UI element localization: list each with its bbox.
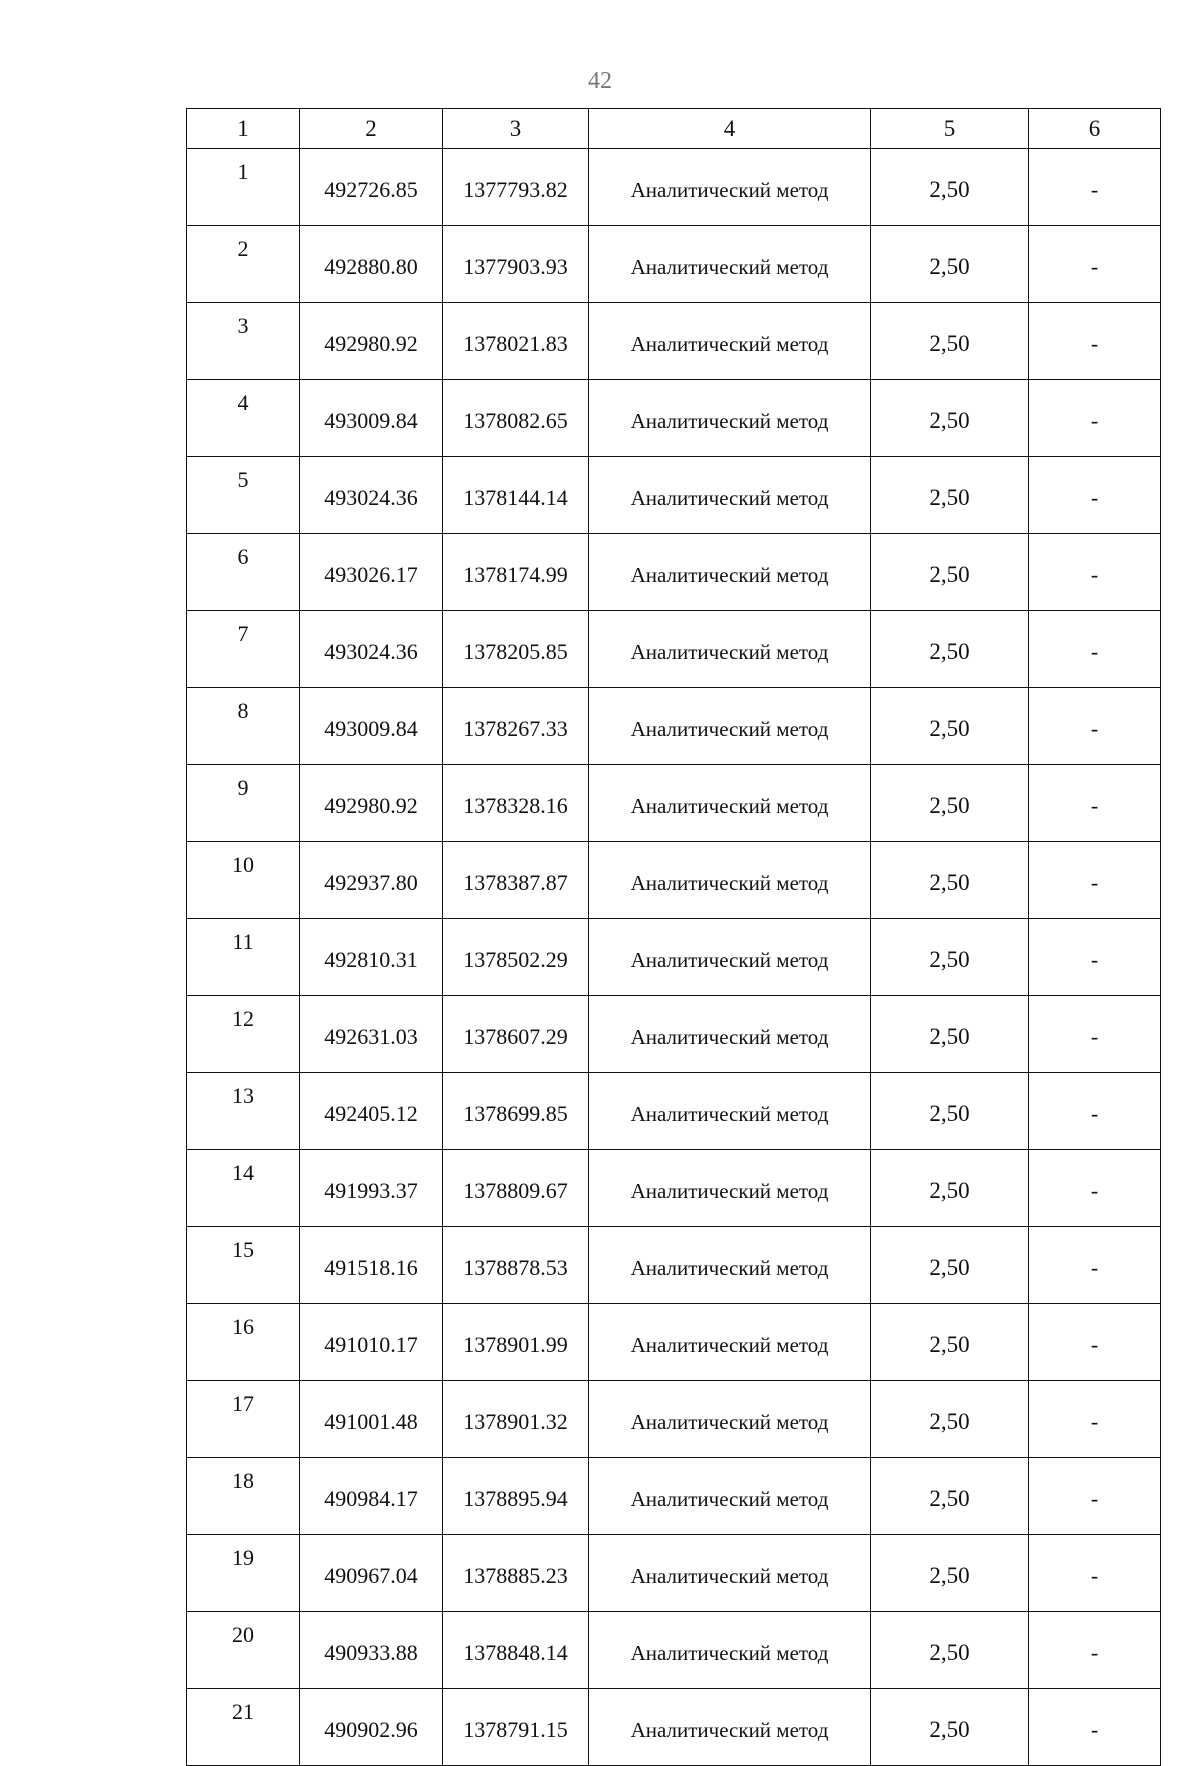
x-coordinate-cell: 493026.17	[300, 534, 443, 611]
method-cell: Аналитический метод	[589, 380, 871, 457]
page-number: 42	[588, 68, 612, 94]
y-coordinate-cell: 1378699.85	[443, 1073, 589, 1150]
x-coordinate-cell: 491001.48	[300, 1381, 443, 1458]
accuracy-cell: 2,50	[871, 1458, 1029, 1535]
table-row	[187, 842, 1161, 919]
x-coordinate-cell: 490933.88	[300, 1612, 443, 1689]
accuracy-cell: 2,50	[871, 149, 1029, 226]
table-row	[187, 919, 1161, 996]
x-coordinate-cell: 492937.80	[300, 842, 443, 919]
point-number-cell: 13	[187, 1073, 300, 1150]
accuracy-cell: 2,50	[871, 996, 1029, 1073]
method-cell: Аналитический метод	[589, 1458, 871, 1535]
method-cell: Аналитический метод	[589, 996, 871, 1073]
note-cell: -	[1029, 303, 1161, 380]
note-cell: -	[1029, 919, 1161, 996]
accuracy-cell: 2,50	[871, 765, 1029, 842]
table-row	[187, 226, 1161, 303]
y-coordinate-cell: 1378205.85	[443, 611, 589, 688]
y-coordinate-cell: 1378607.29	[443, 996, 589, 1073]
method-cell: Аналитический метод	[589, 1227, 871, 1304]
x-coordinate-cell: 492880.80	[300, 226, 443, 303]
y-coordinate-cell: 1378885.23	[443, 1535, 589, 1612]
point-number-cell: 20	[187, 1612, 300, 1689]
accuracy-cell: 2,50	[871, 457, 1029, 534]
method-cell: Аналитический метод	[589, 765, 871, 842]
method-cell: Аналитический метод	[589, 1612, 871, 1689]
note-cell: -	[1029, 457, 1161, 534]
note-cell: -	[1029, 380, 1161, 457]
y-coordinate-cell: 1377793.82	[443, 149, 589, 226]
x-coordinate-cell: 492980.92	[300, 303, 443, 380]
point-number-cell: 17	[187, 1381, 300, 1458]
x-coordinate-cell: 493009.84	[300, 380, 443, 457]
table-row	[187, 534, 1161, 611]
accuracy-cell: 2,50	[871, 842, 1029, 919]
accuracy-cell: 2,50	[871, 1612, 1029, 1689]
accuracy-cell: 2,50	[871, 919, 1029, 996]
accuracy-cell: 2,50	[871, 226, 1029, 303]
accuracy-cell: 2,50	[871, 1150, 1029, 1227]
point-number-cell: 10	[187, 842, 300, 919]
x-coordinate-cell: 491993.37	[300, 1150, 443, 1227]
note-cell: -	[1029, 1458, 1161, 1535]
point-number-cell: 16	[187, 1304, 300, 1381]
note-cell: -	[1029, 611, 1161, 688]
table-header	[187, 109, 1161, 149]
accuracy-cell: 2,50	[871, 1381, 1029, 1458]
header-cell-2: 2	[300, 109, 443, 149]
note-cell: -	[1029, 1073, 1161, 1150]
table-row	[187, 1535, 1161, 1612]
note-cell: -	[1029, 534, 1161, 611]
point-number-cell: 15	[187, 1227, 300, 1304]
y-coordinate-cell: 1378267.33	[443, 688, 589, 765]
x-coordinate-cell: 492980.92	[300, 765, 443, 842]
y-coordinate-cell: 1378387.87	[443, 842, 589, 919]
method-cell: Аналитический метод	[589, 611, 871, 688]
table-row	[187, 1150, 1161, 1227]
y-coordinate-cell: 1378791.15	[443, 1689, 589, 1766]
method-cell: Аналитический метод	[589, 1535, 871, 1612]
table-row	[187, 611, 1161, 688]
note-cell: -	[1029, 1150, 1161, 1227]
note-cell: -	[1029, 1689, 1161, 1766]
point-number-cell: 1	[187, 149, 300, 226]
x-coordinate-cell: 490967.04	[300, 1535, 443, 1612]
x-coordinate-cell: 492631.03	[300, 996, 443, 1073]
point-number-cell: 21	[187, 1689, 300, 1766]
table-row	[187, 1689, 1161, 1766]
x-coordinate-cell: 490984.17	[300, 1458, 443, 1535]
accuracy-cell: 2,50	[871, 1073, 1029, 1150]
table-row	[187, 1227, 1161, 1304]
table-row	[187, 457, 1161, 534]
note-cell: -	[1029, 765, 1161, 842]
method-cell: Аналитический метод	[589, 303, 871, 380]
note-cell: -	[1029, 1304, 1161, 1381]
table-row	[187, 1073, 1161, 1150]
table-row	[187, 1612, 1161, 1689]
accuracy-cell: 2,50	[871, 380, 1029, 457]
note-cell: -	[1029, 842, 1161, 919]
header-cell-3: 3	[443, 109, 589, 149]
table-row	[187, 380, 1161, 457]
table-row	[187, 303, 1161, 380]
header-cell-1: 1	[187, 109, 300, 149]
note-cell: -	[1029, 688, 1161, 765]
header-row	[187, 109, 1161, 149]
note-cell: -	[1029, 1227, 1161, 1304]
accuracy-cell: 2,50	[871, 534, 1029, 611]
note-cell: -	[1029, 996, 1161, 1073]
point-number-cell: 8	[187, 688, 300, 765]
table-row	[187, 1458, 1161, 1535]
accuracy-cell: 2,50	[871, 1689, 1029, 1766]
accuracy-cell: 2,50	[871, 688, 1029, 765]
x-coordinate-cell: 493024.36	[300, 611, 443, 688]
accuracy-cell: 2,50	[871, 1535, 1029, 1612]
y-coordinate-cell: 1378901.99	[443, 1304, 589, 1381]
point-number-cell: 3	[187, 303, 300, 380]
header-cell-4: 4	[589, 109, 871, 149]
note-cell: -	[1029, 1535, 1161, 1612]
y-coordinate-cell: 1378144.14	[443, 457, 589, 534]
point-number-cell: 5	[187, 457, 300, 534]
note-cell: -	[1029, 1612, 1161, 1689]
y-coordinate-cell: 1378021.83	[443, 303, 589, 380]
x-coordinate-cell: 492810.31	[300, 919, 443, 996]
header-cell-6: 6	[1029, 109, 1161, 149]
x-coordinate-cell: 492726.85	[300, 149, 443, 226]
accuracy-cell: 2,50	[871, 1304, 1029, 1381]
point-number-cell: 18	[187, 1458, 300, 1535]
point-number-cell: 4	[187, 380, 300, 457]
method-cell: Аналитический метод	[589, 534, 871, 611]
x-coordinate-cell: 491010.17	[300, 1304, 443, 1381]
method-cell: Аналитический метод	[589, 1689, 871, 1766]
x-coordinate-cell: 490902.96	[300, 1689, 443, 1766]
table-row	[187, 1381, 1161, 1458]
method-cell: Аналитический метод	[589, 1304, 871, 1381]
method-cell: Аналитический метод	[589, 842, 871, 919]
point-number-cell: 7	[187, 611, 300, 688]
accuracy-cell: 2,50	[871, 611, 1029, 688]
y-coordinate-cell: 1378502.29	[443, 919, 589, 996]
method-cell: Аналитический метод	[589, 1150, 871, 1227]
accuracy-cell: 2,50	[871, 1227, 1029, 1304]
table-body	[187, 149, 1161, 1766]
point-number-cell: 11	[187, 919, 300, 996]
y-coordinate-cell: 1377903.93	[443, 226, 589, 303]
x-coordinate-cell: 493009.84	[300, 688, 443, 765]
x-coordinate-cell: 492405.12	[300, 1073, 443, 1150]
point-number-cell: 6	[187, 534, 300, 611]
point-number-cell: 14	[187, 1150, 300, 1227]
x-coordinate-cell: 493024.36	[300, 457, 443, 534]
method-cell: Аналитический метод	[589, 149, 871, 226]
table-row	[187, 1304, 1161, 1381]
y-coordinate-cell: 1378174.99	[443, 534, 589, 611]
y-coordinate-cell: 1378328.16	[443, 765, 589, 842]
point-number-cell: 9	[187, 765, 300, 842]
method-cell: Аналитический метод	[589, 919, 871, 996]
y-coordinate-cell: 1378082.65	[443, 380, 589, 457]
method-cell: Аналитический метод	[589, 1381, 871, 1458]
table-row	[187, 996, 1161, 1073]
y-coordinate-cell: 1378848.14	[443, 1612, 589, 1689]
x-coordinate-cell: 491518.16	[300, 1227, 443, 1304]
note-cell: -	[1029, 1381, 1161, 1458]
y-coordinate-cell: 1378895.94	[443, 1458, 589, 1535]
table-row	[187, 765, 1161, 842]
table-row	[187, 688, 1161, 765]
method-cell: Аналитический метод	[589, 226, 871, 303]
method-cell: Аналитический метод	[589, 688, 871, 765]
point-number-cell: 2	[187, 226, 300, 303]
method-cell: Аналитический метод	[589, 457, 871, 534]
accuracy-cell: 2,50	[871, 303, 1029, 380]
note-cell: -	[1029, 226, 1161, 303]
point-number-cell: 12	[187, 996, 300, 1073]
y-coordinate-cell: 1378878.53	[443, 1227, 589, 1304]
coordinates-table	[186, 108, 1161, 1766]
point-number-cell: 19	[187, 1535, 300, 1612]
y-coordinate-cell: 1378901.32	[443, 1381, 589, 1458]
y-coordinate-cell: 1378809.67	[443, 1150, 589, 1227]
method-cell: Аналитический метод	[589, 1073, 871, 1150]
note-cell: -	[1029, 149, 1161, 226]
header-cell-5: 5	[871, 109, 1029, 149]
table-row	[187, 149, 1161, 226]
